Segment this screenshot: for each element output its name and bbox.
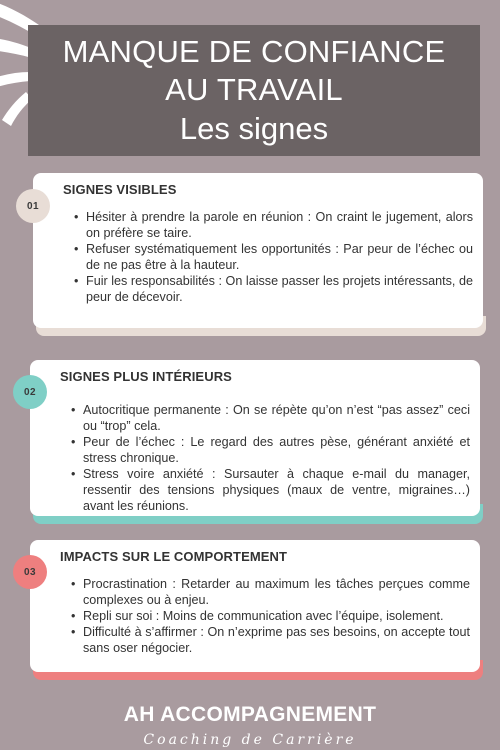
list-item: • Refuser systématiquement les opportunités : Par peur de l’échec ou de ne pas être à la hauteur. xyxy=(76,241,473,273)
section-title: SIGNES VISIBLES xyxy=(63,182,177,197)
brand-tagline: Coaching de Carrière xyxy=(143,732,357,748)
section-number: 03 xyxy=(23,566,37,578)
header-subtitle: Les signes xyxy=(179,110,329,146)
list-item: • Repli sur soi : Moins de communication avec l’équipe, isolement. xyxy=(73,608,470,624)
section-number-badge xyxy=(13,375,47,409)
section-list xyxy=(73,576,470,656)
section-card-body xyxy=(30,540,480,672)
list-item: • Hésiter à prendre la parole en réunion : On craint le jugement, alors on préfère se taire. xyxy=(76,209,473,241)
list-item: • Difficulté à s’affirmer : On n’exprime pas ses besoins, on accepte tout sans oser négocier. xyxy=(73,624,470,656)
section-number: 02 xyxy=(23,386,37,398)
list-item: • Peur de l’échec : Le regard des autres pèse, générant anxiété et stress chronique. xyxy=(73,434,470,466)
section-number: 01 xyxy=(26,200,40,212)
brand-name: AH ACCOMPAGNEMENT xyxy=(123,703,377,726)
list-item: • Procrastination : Retarder au maximum les tâches perçues comme complexes ou à enjeu. xyxy=(73,576,470,608)
list-item: • Fuir les responsabilités : On laisse passer les projets intéressants, de peur de décevoir. xyxy=(76,273,473,305)
section-card-2 xyxy=(30,360,480,516)
section-title: SIGNES PLUS INTÉRIEURS xyxy=(60,369,232,384)
section-title: IMPACTS SUR LE COMPORTEMENT xyxy=(60,549,288,564)
section-list xyxy=(73,402,470,514)
list-item: • Stress voire anxiété : Sursauter à chaque e-mail du manager, ressentir des tensions physiques (maux de ventre, migraines…) avant les réunions. xyxy=(73,466,470,514)
section-number-badge xyxy=(13,555,47,589)
header-title-line1: MANQUE DE CONFIANCE xyxy=(62,33,446,69)
section-card-body xyxy=(33,173,483,328)
header-title-line2: AU TRAVAIL xyxy=(165,71,343,107)
list-item: • Autocritique permanente : On se répète qu’on n’est “pas assez” ceci ou “trop” cela. xyxy=(73,402,470,434)
section-card-body xyxy=(30,360,480,516)
section-card-1 xyxy=(33,173,483,328)
header-banner xyxy=(28,25,480,156)
section-list xyxy=(76,209,473,305)
section-number-badge xyxy=(16,189,50,223)
section-card-3 xyxy=(30,540,480,672)
